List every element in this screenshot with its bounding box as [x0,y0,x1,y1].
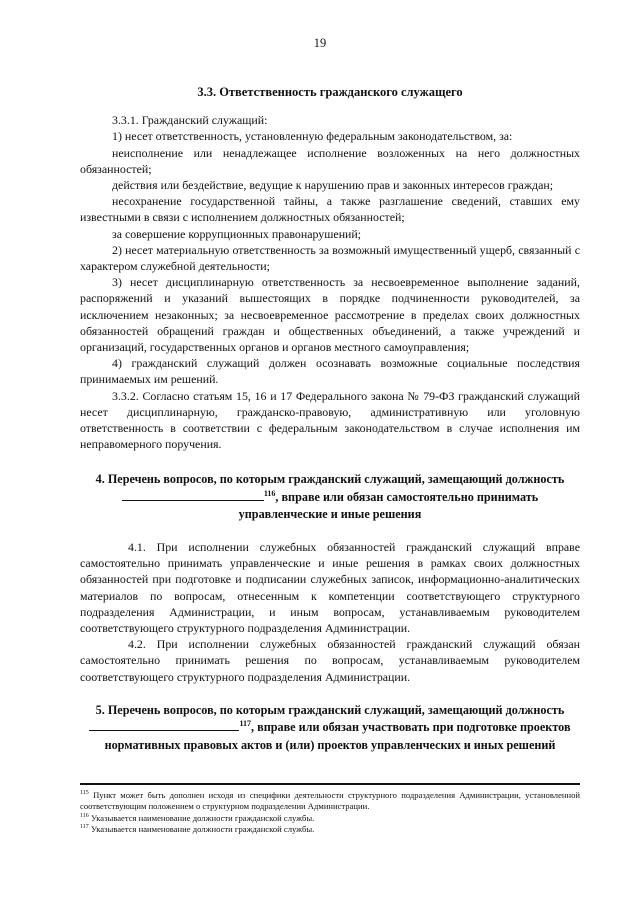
footnotes [80,790,580,835]
footnote-115 [80,790,580,813]
footnote-ref-117: 117 [239,719,252,729]
section-4-heading-line2: , вправе или обязан самостоятельно принимать [275,489,539,504]
paragraph: неисполнение или ненадлежащее исполнение возложенных на него должностных обязанностей; [80,145,580,176]
footnote-divider [80,783,580,785]
position-name-blank [122,489,264,501]
footnote-ref-116: 116 [263,488,276,498]
footnote-text: Указывается наименование должности гражданской службы. [90,823,315,834]
paragraph: 3.3.2. Согласно статьям 15, 16 и 17 Федерального закона № 79-ФЗ гражданский служащий несет дисциплинарную, гражданско-правовую, административную или уголовную ответственность в соответствии с федеральным законодательством в случае исполнения им неправомерного поручения. [80,388,580,452]
paragraph: 2) несет материальную ответственность за возможный имущественный ущерб, связанный с характером служебной деятельности; [80,242,580,274]
section-5-heading [80,702,580,755]
footnote-number: 116 [80,812,89,819]
section-4-heading [80,471,580,524]
footnote-116 [80,813,580,824]
paragraph: 3.3.1. Гражданский служащий: [112,113,268,128]
section-5-heading-line1: 5. Перечень вопросов, по которым гражданский служащий, замещающий должность [95,702,565,717]
paragraph: несохранение государственной тайны, а также разглашение сведений, ставших ему известными в связи с исполнением должностных обязанностей; [80,194,580,225]
document-body [80,84,580,754]
paragraph: 4) гражданский служащий должен осознавать возможные социальные последствия принимаемых им решений. [80,356,580,387]
footnote-text: Указывается наименование должности гражданской службы. [90,812,315,823]
section-4-heading-line3: управленческие и иные решения [238,507,422,522]
paragraph: действия или бездействие, ведущие к нарушению прав и законных интересов граждан; [112,178,554,193]
paragraph: 3) несет дисциплинарную ответственность за несвоевременное выполнение заданий, распоряжений и указаний вышестоящих в порядке подчиненности руководителей, за исключением незаконных; за несвоевременное рассмотрение в пределах своих должностных обязанностей обращений граждан и общественных объединений, а также учреждений и организаций, государственных органов и органов местного самоуправления; [80,275,580,355]
paragraph: 1) несет ответственность, установленную федеральным законодательством, за: [112,129,513,144]
paragraph: 4.2. При исполнении служебных обязанностей гражданский служащий обязан самостоятельно принимать решения по вопросам, устанавливаемым руководителем соответствующего структурного подразделения Администрации. [80,637,580,684]
section-5-heading-line3: нормативных правовых актов и (или) проектов управленческих и иных решений [104,737,556,752]
section-5-heading-line2: , вправе или обязан участвовать при подготовке проектов [251,720,571,735]
footnote-number: 115 [80,790,89,797]
footnote-117 [80,824,580,835]
position-name-blank [89,719,239,731]
section-3-3-heading: 3.3. Ответственность гражданского служащего [197,85,463,99]
footnote-number: 117 [80,824,89,831]
paragraph: за совершение коррупционных правонарушений; [112,226,362,241]
paragraph: 4.1. При исполнении служебных обязанностей гражданский служащий вправе самостоятельно принимать управленческие и иные решения в рамках своих должностных обязанностей при подготовке и подписании служебных записок, информационно-аналитических материалов по вопросам, отнесенным к компетенции соответствующего структурного подразделения Администрации, и иным вопросам, устанавливаемым руководителем соответствующего структурного подразделения Администрации. [80,539,580,635]
page-number: 19 [313,36,327,50]
footnote-text: Пункт может быть дополнен исходя из специфики деятельности структурного подразделения Администрации, установленной соответствующим положением о структурном подразделении Администрации. [80,790,580,812]
section-4-heading-line1: 4. Перечень вопросов, по которым гражданский служащий, замещающий должность [95,472,565,487]
